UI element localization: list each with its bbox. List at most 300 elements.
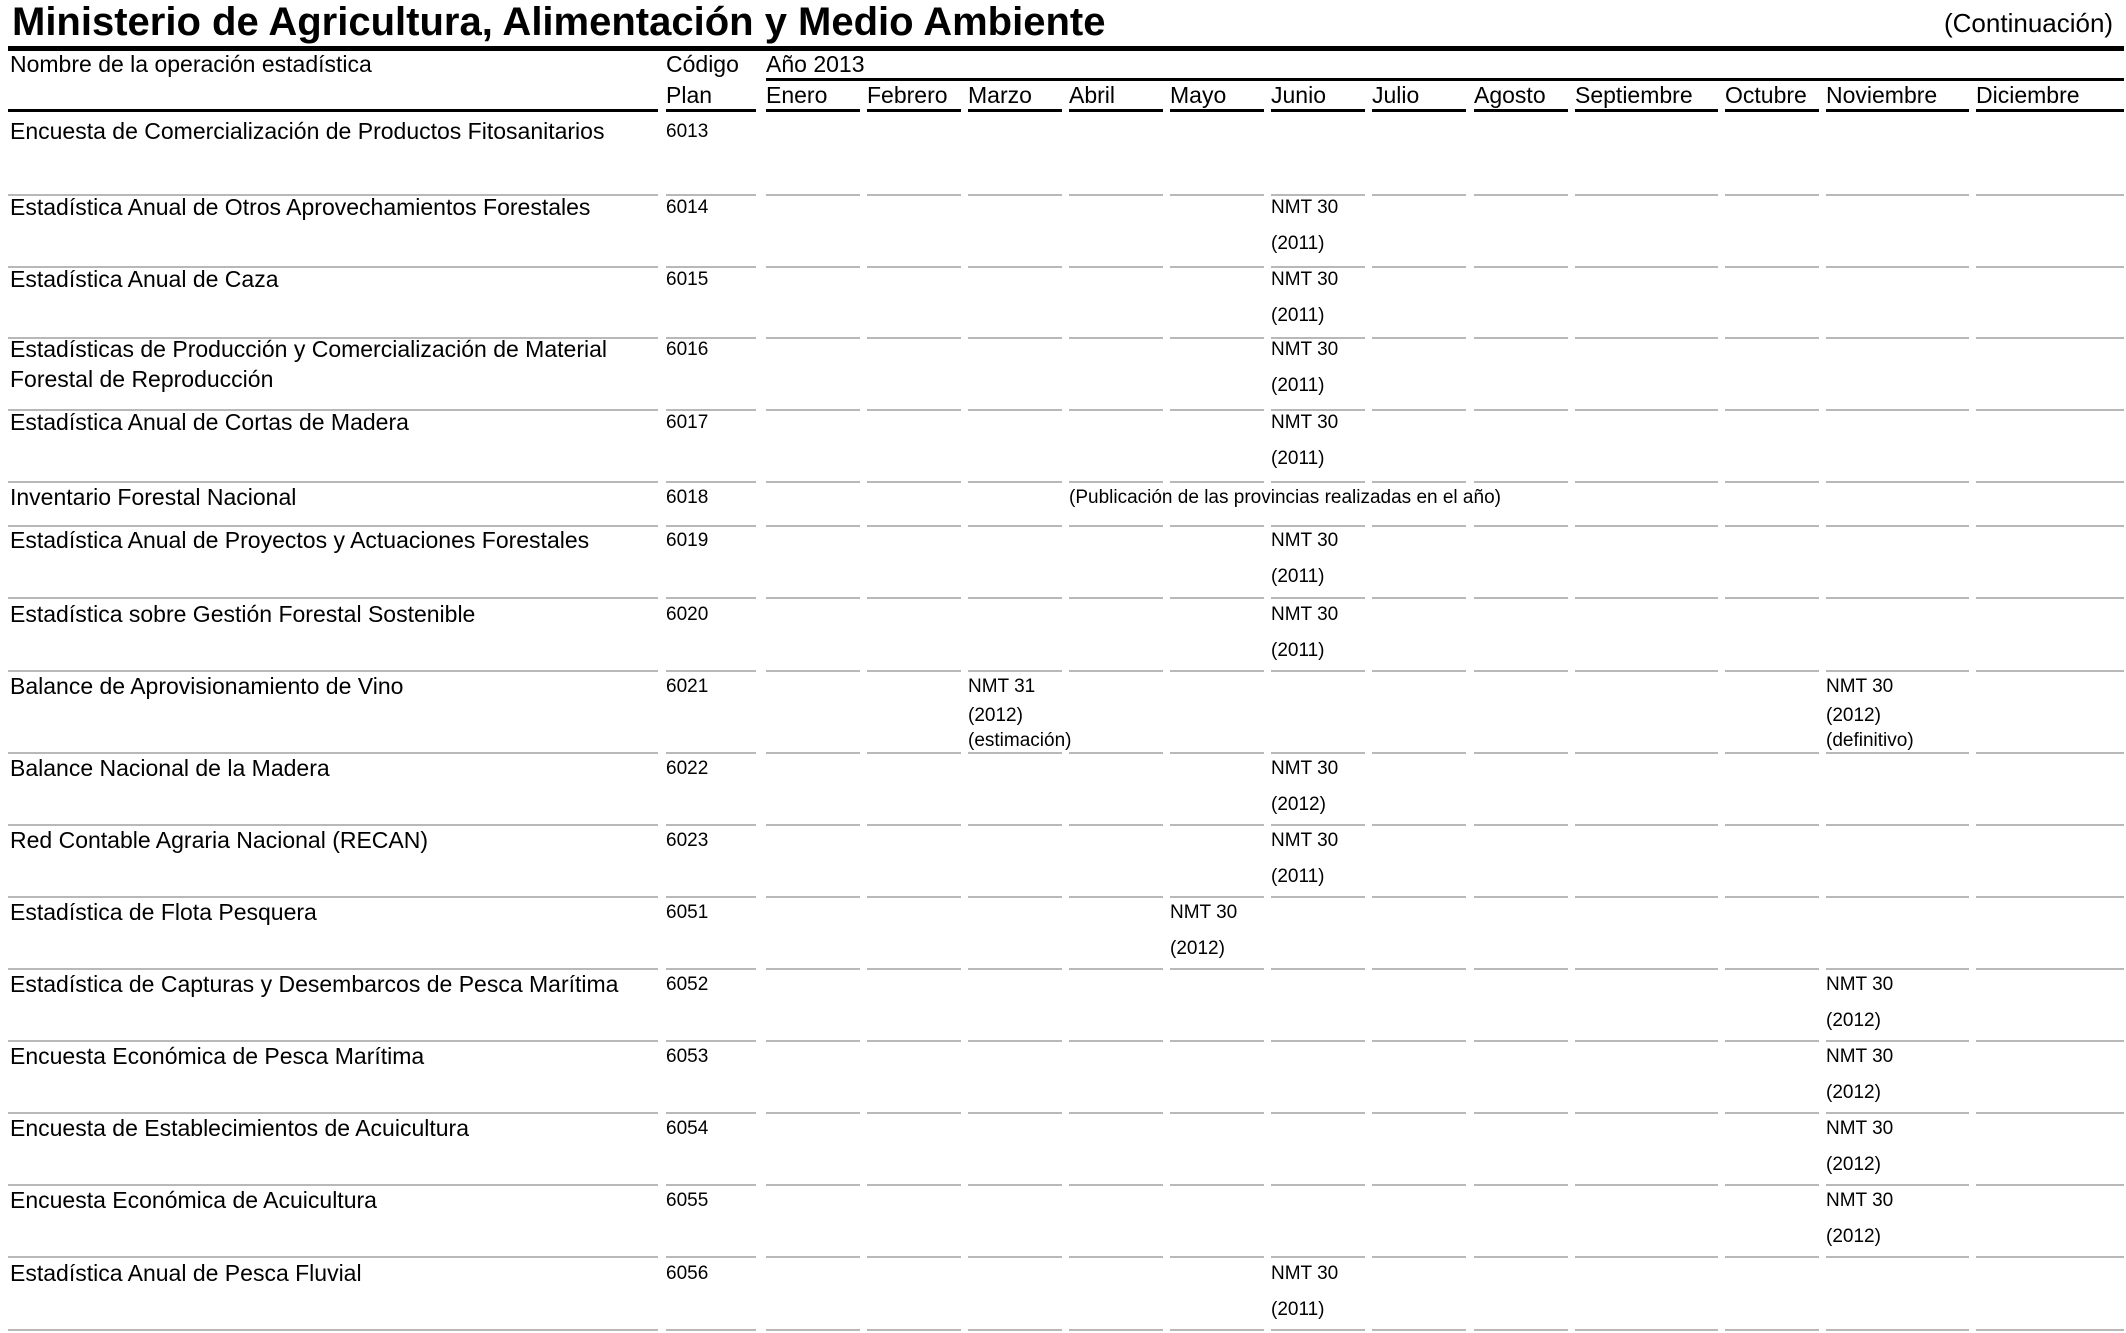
row-divider xyxy=(1372,266,1466,268)
operation-name: Balance de Aprovisionamiento de Vino xyxy=(10,673,404,699)
month-header-septiembre: Septiembre xyxy=(1575,82,1693,108)
row-divider xyxy=(666,481,756,483)
header-code-line2: Plan xyxy=(666,82,713,108)
row-divider xyxy=(1725,1112,1819,1114)
publication-entry-noviembre: NMT 30 xyxy=(1826,1118,1894,1139)
operation-code: 6016 xyxy=(666,339,709,360)
row-divider xyxy=(666,409,756,411)
operation-name: Estadística Anual de Pesca Fluvial xyxy=(10,1260,362,1286)
row-divider xyxy=(1725,597,1819,599)
row-divider xyxy=(1170,824,1264,826)
row-divider xyxy=(1725,1256,1819,1258)
row-divider xyxy=(1826,525,1969,527)
row-divider xyxy=(1069,1329,1163,1331)
row-divider xyxy=(968,824,1062,826)
row-divider xyxy=(1170,1329,1264,1331)
row-divider xyxy=(1271,968,1365,970)
continuation-label: (Continuación) xyxy=(1944,8,2114,38)
publication-entry-noviembre: (2012) xyxy=(1826,1010,1881,1031)
month-header-agosto: Agosto xyxy=(1474,82,1546,108)
row-divider xyxy=(867,824,961,826)
header-operation-name: Nombre de la operación estadística xyxy=(10,51,372,77)
publication-entry-junio: NMT 30 xyxy=(1271,758,1339,779)
row-divider xyxy=(766,896,860,898)
operation-name: Inventario Forestal Nacional xyxy=(10,484,297,510)
row-divider xyxy=(1725,525,1819,527)
row-divider xyxy=(1170,337,1264,339)
row-divider xyxy=(1725,481,1819,483)
row-divider xyxy=(666,194,756,196)
row-divider xyxy=(867,337,961,339)
operation-code: 6053 xyxy=(666,1046,709,1067)
row-divider xyxy=(867,525,961,527)
row-divider xyxy=(666,896,756,898)
operation-name: Encuesta Económica de Pesca Marítima xyxy=(10,1043,425,1069)
row-divider xyxy=(766,1040,860,1042)
row-divider xyxy=(1725,266,1819,268)
row-divider xyxy=(1271,266,1365,268)
row-divider xyxy=(1575,670,1718,672)
row-divider xyxy=(1170,968,1264,970)
header-underline-febrero xyxy=(867,109,961,112)
operation-name: Estadística Anual de Cortas de Madera xyxy=(10,409,409,435)
row-divider xyxy=(766,824,860,826)
row-divider xyxy=(1826,824,1969,826)
row-divider xyxy=(1826,337,1969,339)
row-divider xyxy=(1069,968,1163,970)
operation-name: Red Contable Agraria Nacional (RECAN) xyxy=(10,827,429,853)
row-divider xyxy=(968,752,1062,754)
row-divider xyxy=(1474,670,1568,672)
row-divider xyxy=(666,1256,756,1258)
row-divider xyxy=(1372,194,1466,196)
month-header-junio: Junio xyxy=(1271,82,1326,108)
row-divider xyxy=(1575,1040,1718,1042)
row-divider xyxy=(1826,670,1969,672)
month-header-julio: Julio xyxy=(1372,82,1420,108)
publication-entry-junio: NMT 30 xyxy=(1271,830,1339,851)
operation-name: Estadística Anual de Caza xyxy=(10,266,279,292)
row-divider xyxy=(766,968,860,970)
row-divider xyxy=(1170,752,1264,754)
row-divider xyxy=(666,752,756,754)
row-divider xyxy=(1575,1256,1718,1258)
row-divider xyxy=(1271,670,1365,672)
row-divider xyxy=(867,1256,961,1258)
publication-entry-junio: (2011) xyxy=(1271,566,1325,587)
row-divider xyxy=(1474,1256,1568,1258)
row-divider xyxy=(666,525,756,527)
month-header-octubre: Octubre xyxy=(1725,82,1807,108)
row-divider xyxy=(1474,525,1568,527)
row-divider xyxy=(766,752,860,754)
operation-code: 6056 xyxy=(666,1263,709,1284)
row-divider xyxy=(1725,824,1819,826)
row-divider xyxy=(1271,752,1365,754)
publication-entry-mayo: (2012) xyxy=(1170,938,1225,959)
operation-code: 6052 xyxy=(666,974,709,995)
row-divider xyxy=(1976,597,2124,599)
header-underline-septiembre xyxy=(1575,109,1718,112)
publication-entry-noviembre: (definitivo) xyxy=(1826,730,1914,751)
row-divider xyxy=(1170,1040,1264,1042)
row-divider xyxy=(1575,896,1718,898)
row-divider xyxy=(1474,481,1568,483)
header-underline-agosto xyxy=(1474,109,1568,112)
row-divider xyxy=(1372,1040,1466,1042)
row-divider xyxy=(867,597,961,599)
row-divider xyxy=(1976,1329,2124,1331)
row-divider xyxy=(1575,266,1718,268)
row-divider xyxy=(1372,824,1466,826)
row-divider xyxy=(867,1040,961,1042)
month-header-mayo: Mayo xyxy=(1170,82,1227,108)
header-underline-noviembre xyxy=(1826,109,1969,112)
row-divider xyxy=(1372,896,1466,898)
row-divider xyxy=(1826,1040,1969,1042)
row-divider xyxy=(1069,1184,1163,1186)
row-divider xyxy=(1271,194,1365,196)
row-divider xyxy=(1976,670,2124,672)
row-divider xyxy=(1069,1040,1163,1042)
operation-name: Estadística Anual de Otros Aprovechamientos Forestales xyxy=(10,194,591,220)
row-divider xyxy=(1170,525,1264,527)
row-divider xyxy=(666,1040,756,1042)
row-divider xyxy=(968,968,1062,970)
row-divider xyxy=(968,597,1062,599)
row-divider xyxy=(1826,194,1969,196)
publication-entry-noviembre: (2012) xyxy=(1826,1226,1881,1247)
operation-name: Encuesta Económica de Acuicultura xyxy=(10,1187,377,1213)
row-divider xyxy=(1069,194,1163,196)
row-divider xyxy=(1170,670,1264,672)
row-divider xyxy=(1170,409,1264,411)
row-divider xyxy=(1725,194,1819,196)
row-divider xyxy=(1372,525,1466,527)
row-divider xyxy=(1372,968,1466,970)
operation-code: 6015 xyxy=(666,269,709,290)
header-year: Año 2013 xyxy=(766,51,865,77)
row-divider xyxy=(1372,1112,1466,1114)
row-divider xyxy=(968,525,1062,527)
row-divider xyxy=(1976,481,2124,483)
operation-code: 6013 xyxy=(666,121,709,142)
row-divider xyxy=(1474,1112,1568,1114)
publication-entry-junio: NMT 30 xyxy=(1271,530,1339,551)
row-divider xyxy=(867,1329,961,1331)
publication-entry-junio: NMT 30 xyxy=(1271,412,1339,433)
row-divider xyxy=(1725,409,1819,411)
row-divider xyxy=(1725,752,1819,754)
row-divider xyxy=(1271,1112,1365,1114)
row-divider xyxy=(1069,337,1163,339)
operation-code: 6019 xyxy=(666,530,709,551)
row-divider xyxy=(1826,1256,1969,1258)
row-divider xyxy=(666,1112,756,1114)
publication-entry-noviembre: NMT 30 xyxy=(1826,1190,1894,1211)
publication-entry-junio: (2011) xyxy=(1271,1299,1325,1320)
row-divider xyxy=(1976,1112,2124,1114)
row-divider xyxy=(1474,752,1568,754)
row-divider xyxy=(1069,266,1163,268)
row-divider xyxy=(867,481,961,483)
operation-code: 6023 xyxy=(666,830,709,851)
row-divider xyxy=(1271,1184,1365,1186)
publication-entry-junio: (2011) xyxy=(1271,233,1325,254)
row-divider xyxy=(1826,481,1969,483)
row-divider xyxy=(1474,1329,1568,1331)
row-divider xyxy=(1271,481,1365,483)
row-divider xyxy=(1976,1184,2124,1186)
row-divider xyxy=(1976,824,2124,826)
row-divider xyxy=(1976,968,2124,970)
row-divider xyxy=(1826,1329,1969,1331)
row-divider xyxy=(1826,1184,1969,1186)
row-divider xyxy=(1474,597,1568,599)
row-divider xyxy=(1069,670,1163,672)
row-divider xyxy=(1474,896,1568,898)
row-divider xyxy=(666,968,756,970)
row-divider xyxy=(968,266,1062,268)
row-divider xyxy=(968,194,1062,196)
row-divider xyxy=(1725,968,1819,970)
row-divider xyxy=(1474,337,1568,339)
row-divider xyxy=(1826,1112,1969,1114)
row-divider xyxy=(1271,525,1365,527)
month-header-diciembre: Diciembre xyxy=(1976,82,2080,108)
row-divider xyxy=(968,1040,1062,1042)
row-divider xyxy=(666,1329,756,1331)
publication-entry-noviembre: (2012) xyxy=(1826,1082,1881,1103)
publication-entry-noviembre: NMT 30 xyxy=(1826,1046,1894,1067)
row-divider xyxy=(766,597,860,599)
month-header-febrero: Febrero xyxy=(867,82,948,108)
month-header-marzo: Marzo xyxy=(968,82,1032,108)
row-divider xyxy=(968,1329,1062,1331)
publication-entry-noviembre: NMT 30 xyxy=(1826,676,1894,697)
row-divider xyxy=(968,1256,1062,1258)
row-divider xyxy=(867,1184,961,1186)
header-underline-enero xyxy=(766,109,860,112)
publication-entry-noviembre: NMT 30 xyxy=(1826,974,1894,995)
row-divider xyxy=(666,266,756,268)
row-divider xyxy=(1826,752,1969,754)
operation-name: Estadística de Capturas y Desembarcos de Pesca Marítima xyxy=(10,971,619,997)
publication-entry-junio: NMT 30 xyxy=(1271,604,1339,625)
row-divider xyxy=(1271,409,1365,411)
row-divider xyxy=(1069,752,1163,754)
row-divider xyxy=(1372,1184,1466,1186)
publication-entry-junio: (2012) xyxy=(1271,794,1326,815)
row-divider xyxy=(1170,597,1264,599)
operation-code: 6014 xyxy=(666,197,709,218)
row-divider xyxy=(968,1112,1062,1114)
row-divider xyxy=(1826,597,1969,599)
row-divider xyxy=(766,1256,860,1258)
row-divider xyxy=(766,194,860,196)
publication-entry-noviembre: (2012) xyxy=(1826,1154,1881,1175)
header-underline-marzo xyxy=(968,109,1062,112)
row-divider xyxy=(1069,824,1163,826)
publication-entry-junio: (2011) xyxy=(1271,448,1325,469)
publication-entry-mayo: NMT 30 xyxy=(1170,902,1238,923)
row-divider xyxy=(1575,1329,1718,1331)
row-divider xyxy=(1170,481,1264,483)
row-divider xyxy=(968,409,1062,411)
publication-entry-marzo: (2012) xyxy=(968,705,1023,726)
month-header-enero: Enero xyxy=(766,82,828,108)
row-divider xyxy=(867,194,961,196)
row-divider xyxy=(867,670,961,672)
publication-entry-noviembre: (2012) xyxy=(1826,705,1881,726)
row-divider xyxy=(1069,1256,1163,1258)
row-divider xyxy=(1575,337,1718,339)
operation-code: 6055 xyxy=(666,1190,709,1211)
operation-code: 6022 xyxy=(666,758,709,779)
row-divider xyxy=(666,824,756,826)
operation-name: Estadística sobre Gestión Forestal Sostenible xyxy=(10,601,476,627)
row-divider xyxy=(766,266,860,268)
header-underline-julio xyxy=(1372,109,1466,112)
row-divider xyxy=(1372,597,1466,599)
row-divider xyxy=(867,752,961,754)
row-divider xyxy=(1474,1040,1568,1042)
row-divider xyxy=(1575,752,1718,754)
header-underline-junio xyxy=(1271,109,1365,112)
row-divider xyxy=(1271,1329,1365,1331)
row-divider xyxy=(1069,1112,1163,1114)
row-divider xyxy=(1170,1184,1264,1186)
publication-entry-abril: (Publicación de las provincias realizadas en el año) xyxy=(1069,487,1501,508)
row-divider xyxy=(766,525,860,527)
publication-entry-junio: (2011) xyxy=(1271,375,1325,396)
row-divider xyxy=(766,337,860,339)
operation-name: Estadísticas de Producción y Comercialización de Material Forestal de Reproducción xyxy=(10,336,607,392)
row-divider xyxy=(1372,752,1466,754)
row-divider xyxy=(1976,896,2124,898)
header-code-line1: Código xyxy=(666,51,739,77)
row-divider xyxy=(1170,194,1264,196)
row-divider xyxy=(1069,481,1163,483)
publication-entry-junio: (2011) xyxy=(1271,640,1325,661)
row-divider xyxy=(1575,824,1718,826)
row-divider xyxy=(1372,670,1466,672)
row-divider xyxy=(1069,896,1163,898)
publication-entry-junio: (2011) xyxy=(1271,866,1325,887)
row-divider xyxy=(1170,1112,1264,1114)
header-underline-name xyxy=(8,109,658,112)
row-divider xyxy=(1575,597,1718,599)
row-divider xyxy=(1575,409,1718,411)
row-divider xyxy=(1575,1112,1718,1114)
row-divider xyxy=(1474,194,1568,196)
month-header-abril: Abril xyxy=(1069,82,1116,108)
row-divider xyxy=(968,670,1062,672)
row-divider xyxy=(1976,525,2124,527)
row-divider xyxy=(766,1112,860,1114)
operation-code: 6017 xyxy=(666,412,709,433)
row-divider xyxy=(1725,1040,1819,1042)
row-divider xyxy=(1976,409,2124,411)
page-title: Ministerio de Agricultura, Alimentación y Medio Ambiente xyxy=(12,0,1106,44)
operation-code: 6018 xyxy=(666,487,709,508)
row-divider xyxy=(1725,896,1819,898)
row-divider xyxy=(1069,597,1163,599)
row-divider xyxy=(1170,1256,1264,1258)
row-divider xyxy=(1271,1256,1365,1258)
operation-code: 6020 xyxy=(666,604,709,625)
row-divider xyxy=(1372,1256,1466,1258)
row-divider xyxy=(1725,1184,1819,1186)
publication-entry-junio: (2011) xyxy=(1271,305,1325,326)
header-underline-code xyxy=(666,109,756,112)
publication-entry-junio: NMT 30 xyxy=(1271,269,1339,290)
row-divider xyxy=(1170,266,1264,268)
publication-entry-marzo: NMT 31 xyxy=(968,676,1036,697)
row-divider xyxy=(1069,525,1163,527)
row-divider xyxy=(968,481,1062,483)
row-divider xyxy=(1575,194,1718,196)
publication-entry-junio: NMT 30 xyxy=(1271,1263,1339,1284)
row-divider xyxy=(766,1329,860,1331)
row-divider xyxy=(968,337,1062,339)
row-divider xyxy=(666,1184,756,1186)
row-divider xyxy=(1474,824,1568,826)
row-divider xyxy=(1725,670,1819,672)
row-divider xyxy=(1976,1040,2124,1042)
header-underline-mayo xyxy=(1170,109,1264,112)
row-divider xyxy=(1474,266,1568,268)
operation-code: 6021 xyxy=(666,676,709,697)
row-divider xyxy=(1474,409,1568,411)
row-divider xyxy=(1575,525,1718,527)
row-divider xyxy=(1976,337,2124,339)
row-divider xyxy=(766,481,860,483)
operation-name: Encuesta de Comercialización de Productos Fitosanitarios xyxy=(10,118,605,144)
row-divider xyxy=(867,896,961,898)
row-divider xyxy=(1474,1184,1568,1186)
publication-entry-junio: NMT 30 xyxy=(1271,339,1339,360)
row-divider xyxy=(1575,1184,1718,1186)
row-divider xyxy=(1372,409,1466,411)
row-divider xyxy=(1976,266,2124,268)
row-divider xyxy=(766,670,860,672)
row-divider xyxy=(1725,1329,1819,1331)
row-divider xyxy=(1976,752,2124,754)
month-header-noviembre: Noviembre xyxy=(1826,82,1938,108)
row-divider xyxy=(1725,337,1819,339)
operation-name: Encuesta de Establecimientos de Acuicultura xyxy=(10,1115,469,1141)
row-divider xyxy=(8,1329,658,1331)
row-divider xyxy=(1271,1040,1365,1042)
header-underline-diciembre xyxy=(1976,109,2124,112)
row-divider xyxy=(666,597,756,599)
row-divider xyxy=(968,1184,1062,1186)
row-divider xyxy=(666,670,756,672)
header-underline-octubre xyxy=(1725,109,1819,112)
row-divider xyxy=(1976,1256,2124,1258)
row-divider xyxy=(1372,337,1466,339)
row-divider xyxy=(1271,824,1365,826)
row-divider xyxy=(1826,896,1969,898)
row-divider xyxy=(1826,968,1969,970)
row-divider xyxy=(1826,409,1969,411)
operation-name: Estadística de Flota Pesquera xyxy=(10,899,317,925)
operation-code: 6051 xyxy=(666,902,709,923)
row-divider xyxy=(1976,194,2124,196)
row-divider xyxy=(766,1184,860,1186)
row-divider xyxy=(1575,968,1718,970)
